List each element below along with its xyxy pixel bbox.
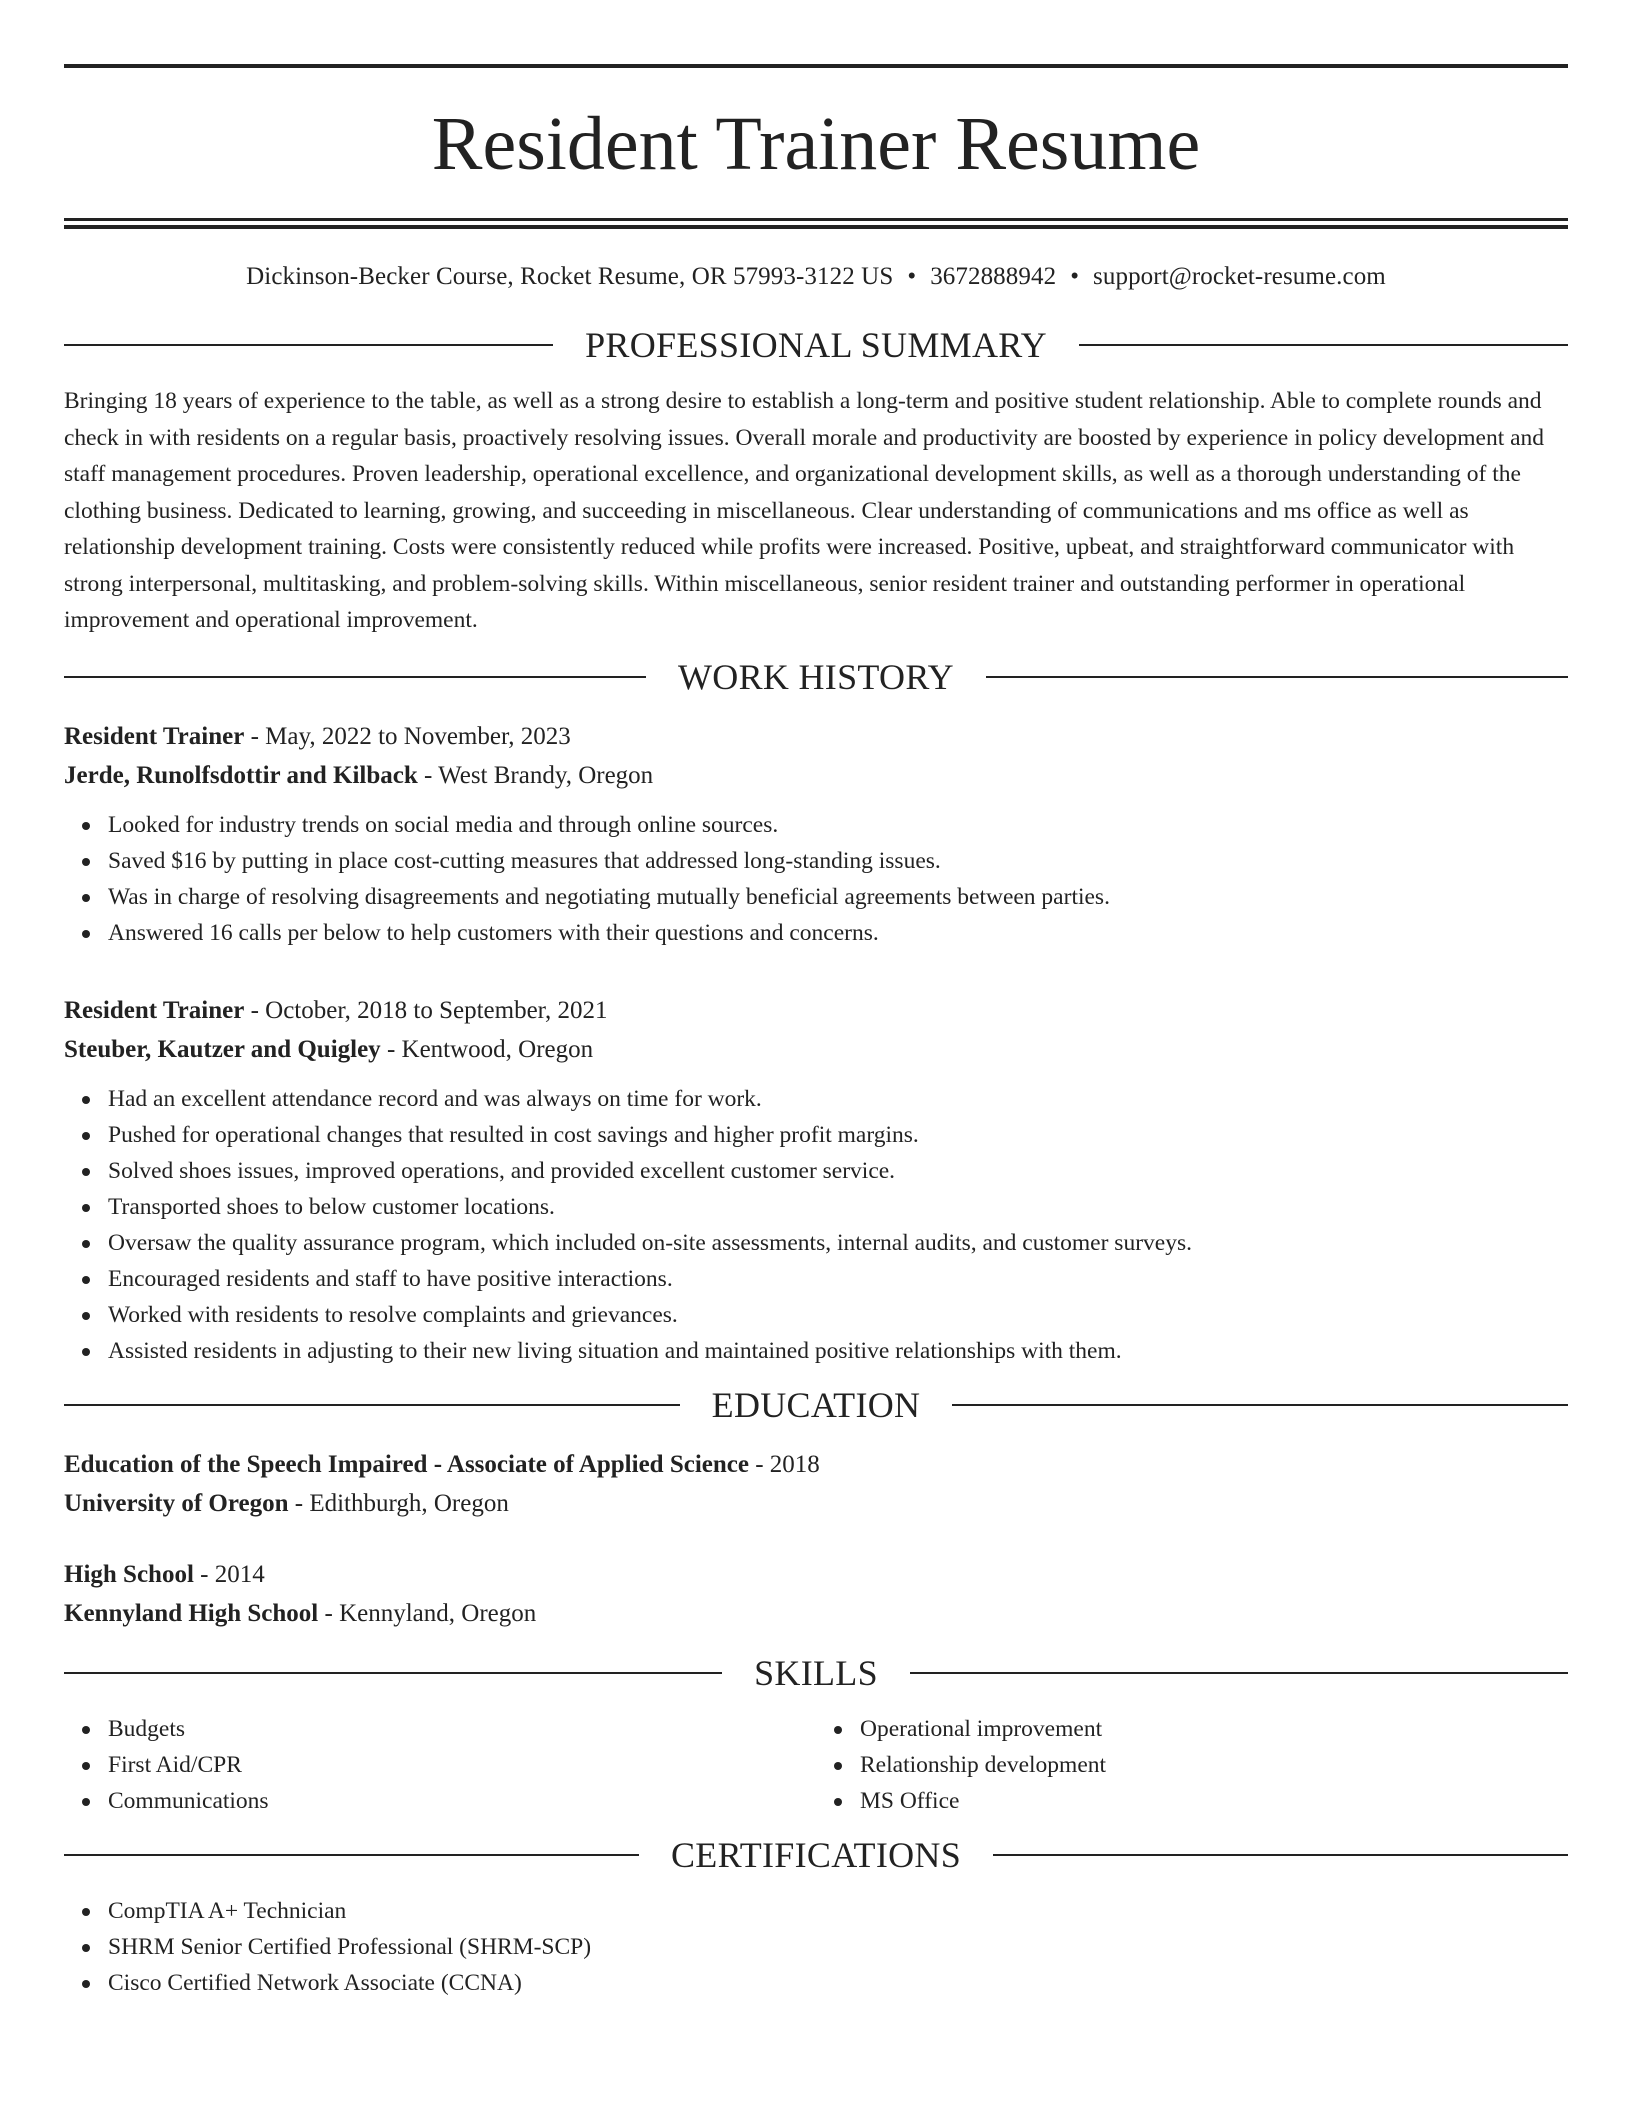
certification-item: SHRM Senior Certified Professional (SHRM-SCP) xyxy=(108,1929,1568,1965)
list-item: Answered 16 calls per below to help customers with their questions and concerns. xyxy=(108,915,1568,951)
list-item: Pushed for operational changes that resulted in cost savings and higher profit margins. xyxy=(108,1117,1568,1153)
heading-rule xyxy=(64,344,553,346)
list-item: Encouraged residents and staff to have positive interactions. xyxy=(108,1261,1568,1297)
section-title: CERTIFICATIONS xyxy=(670,1834,962,1875)
skill-item: MS Office xyxy=(860,1783,1568,1819)
section-heading-certifications xyxy=(64,1834,1568,1875)
job-dates: - May, 2022 to November, 2023 xyxy=(244,722,571,750)
section-title: SKILLS xyxy=(754,1652,878,1693)
job-dates: - October, 2018 to September, 2021 xyxy=(244,996,608,1024)
job-title: Resident Trainer xyxy=(64,722,245,750)
heading-rule xyxy=(910,1672,1568,1674)
list-item: Saved $16 by putting in place cost-cutting measures that addressed long-standing issues. xyxy=(108,843,1568,879)
section-title: PROFESSIONAL SUMMARY xyxy=(585,325,1047,365)
job-entry xyxy=(64,717,1568,951)
job-location: - Kentwood, Oregon xyxy=(380,1035,594,1063)
degree: High School xyxy=(64,1560,194,1588)
job-company: Steuber, Kautzer and Quigley xyxy=(64,1035,381,1063)
skill-item: Relationship development xyxy=(860,1747,1568,1783)
list-item: Had an excellent attendance record and was always on time for work. xyxy=(108,1081,1568,1117)
school-location: - Kennyland, Oregon xyxy=(318,1599,537,1627)
heading-rule xyxy=(64,1404,680,1406)
job-company-line xyxy=(64,756,1568,795)
contact-separator: • xyxy=(907,263,917,290)
summary-text: Bringing 18 years of experience to the table, as well as a strong desire to establish a long-term and positive student relationship. Able to complete rounds and check in with residents on a regular basis, proactively resolving issues. Overall morale and productivity are boosted by experience in policy development and staff management procedures. Proven leadership, operational excellence, and organizational development skills, as well as a thorough understanding of the clothing business. Dedicated to learning, growing, and succeeding in miscellaneous. Clear understanding of communications and ms office as well as relationship development training. Costs were consistently reduced while profits were increased. Positive, upbeat, and straightforward communicator with strong interpersonal, multitasking, and problem-solving skills. Within miscellaneous, senior resident trainer and outstanding performer in operational improvement and operational improvement. xyxy=(64,388,1545,633)
skill-item: Budgets xyxy=(108,1711,816,1747)
job-bullets xyxy=(64,1081,1568,1369)
skills-column-left xyxy=(64,1711,816,1819)
section-heading-education xyxy=(64,1384,1568,1425)
job-company-line xyxy=(64,1030,1568,1069)
heading-rule xyxy=(952,1404,1568,1406)
degree-line xyxy=(64,1445,1568,1484)
degree: Education of the Speech Impaired - Associate of Applied Science xyxy=(64,1450,749,1478)
section-title: EDUCATION xyxy=(711,1384,921,1425)
school: Kennyland High School xyxy=(64,1599,319,1627)
school-line xyxy=(64,1594,1568,1633)
skills-column-right xyxy=(816,1711,1568,1819)
job-entry xyxy=(64,991,1568,1369)
title-double-rule xyxy=(64,218,1568,229)
job-title-line xyxy=(64,717,1568,756)
contact-address: Dickinson-Becker Course, Rocket Resume, OR 57993-3122 US xyxy=(246,263,894,290)
page-title: Resident Trainer Resume xyxy=(431,102,1201,186)
job-title: Resident Trainer xyxy=(64,996,245,1024)
school-line xyxy=(64,1484,1568,1523)
list-item: Oversaw the quality assurance program, which included on-site assessments, internal audits, and customer surveys. xyxy=(108,1225,1568,1261)
list-item: Solved shoes issues, improved operations, and provided excellent customer service. xyxy=(108,1153,1568,1189)
certification-item: Cisco Certified Network Associate (CCNA) xyxy=(108,1965,1568,2001)
degree-year: - 2018 xyxy=(748,1450,820,1478)
skill-item: Communications xyxy=(108,1783,816,1819)
skill-item: Operational improvement xyxy=(860,1711,1568,1747)
contact-line xyxy=(64,263,1568,291)
heading-rule xyxy=(64,1672,722,1674)
education-entry xyxy=(64,1445,1568,1523)
school-location: - Edithburgh, Oregon xyxy=(288,1489,509,1517)
job-location: - West Brandy, Oregon xyxy=(417,761,654,789)
job-company: Jerde, Runolfsdottir and Kilback xyxy=(64,761,418,789)
degree-line xyxy=(64,1555,1568,1594)
certifications-list xyxy=(64,1893,1568,2001)
section-heading-skills xyxy=(64,1652,1568,1693)
certification-item: CompTIA A+ Technician xyxy=(108,1893,1568,1929)
skills-grid xyxy=(64,1711,1568,1819)
top-rule xyxy=(64,64,1568,68)
heading-rule xyxy=(1079,344,1568,346)
contact-phone: 3672888942 xyxy=(930,263,1057,290)
section-heading-work xyxy=(64,656,1568,697)
education-entry xyxy=(64,1555,1568,1633)
job-bullets xyxy=(64,807,1568,951)
list-item: Transported shoes to below customer locations. xyxy=(108,1189,1568,1225)
job-title-line xyxy=(64,991,1568,1030)
list-item: Was in charge of resolving disagreements and negotiating mutually beneficial agreements between parties. xyxy=(108,879,1568,915)
heading-rule xyxy=(64,676,646,678)
skill-item: First Aid/CPR xyxy=(108,1747,816,1783)
degree-year: - 2014 xyxy=(193,1560,265,1588)
section-heading-summary xyxy=(64,327,1568,363)
heading-rule xyxy=(64,1854,639,1856)
list-item: Looked for industry trends on social media and through online sources. xyxy=(108,807,1568,843)
list-item: Worked with residents to resolve complaints and grievances. xyxy=(108,1297,1568,1333)
list-item: Assisted residents in adjusting to their new living situation and maintained positive relationships with them. xyxy=(108,1333,1568,1369)
heading-rule xyxy=(993,1854,1568,1856)
section-title: WORK HISTORY xyxy=(678,656,954,697)
contact-email: support@rocket-resume.com xyxy=(1093,263,1386,290)
school: University of Oregon xyxy=(64,1489,289,1517)
heading-rule xyxy=(986,676,1568,678)
contact-separator: • xyxy=(1070,263,1080,290)
